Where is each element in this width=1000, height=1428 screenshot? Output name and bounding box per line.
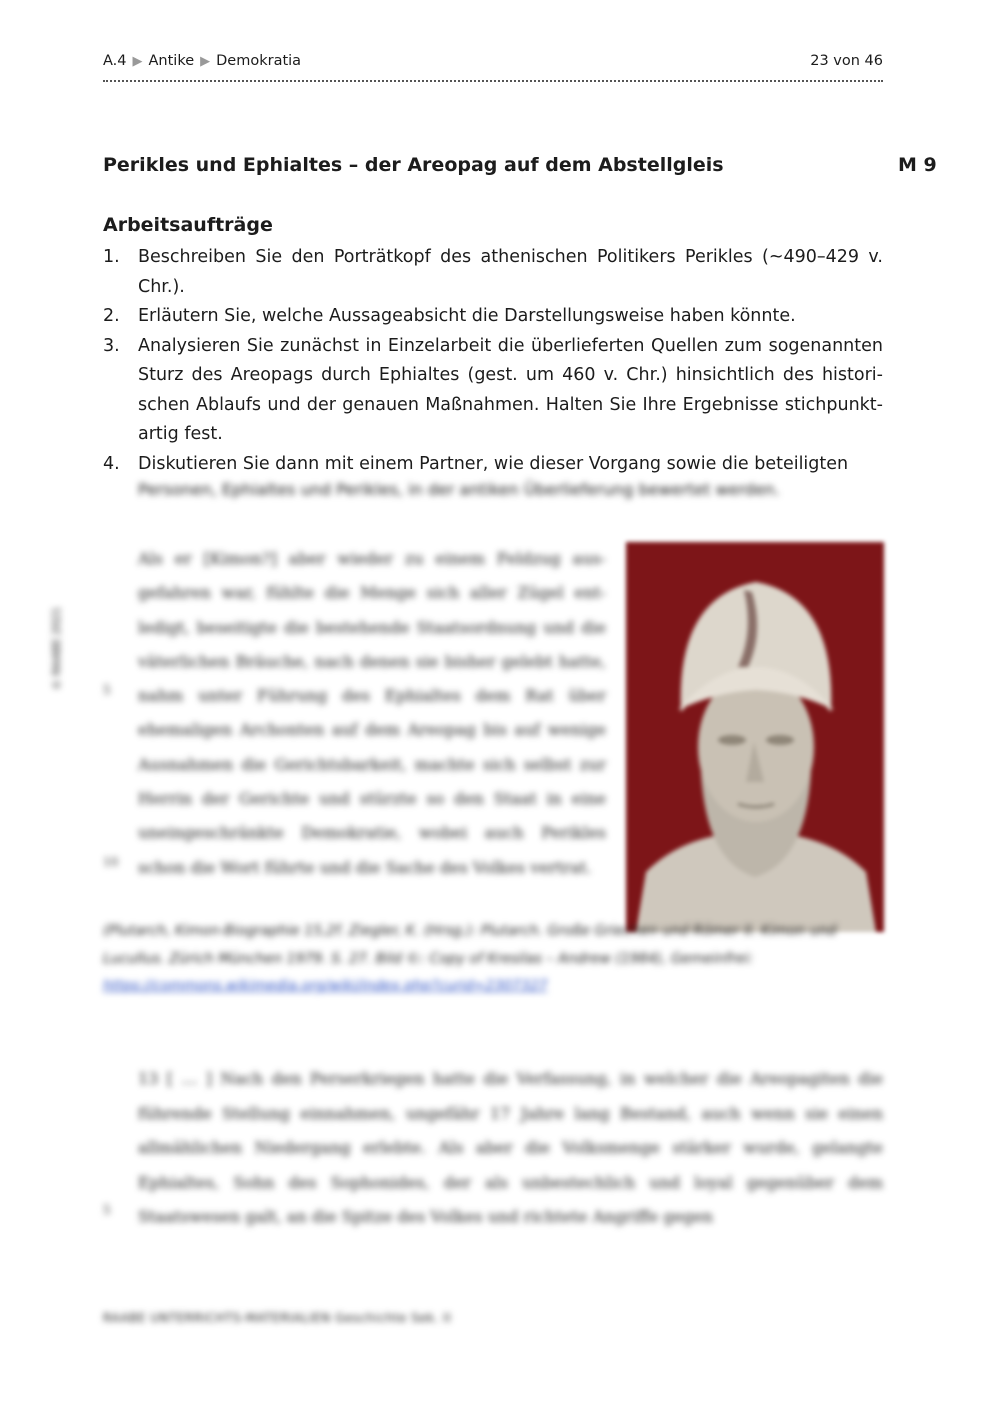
task-text-continued: Personen, Ephialtes und Perikles, in der antiken Überlieferung bewertet werden.: [138, 480, 780, 499]
task-number: 1.: [103, 247, 120, 267]
citation-text: (Plutarch, Kimon-Biographie 15,2f. Ziegler, K. (Hrsg.): Plutarch. Große Griechen und Römer II. Kimon und Lucullus. Zürich München 1979. S. 27. Bild ©: Copy of Kresilas – Andrew (1984), Gemeinfrei:: [103, 923, 837, 967]
task-text: Diskutieren Sie dann mit einem Partner, wie dieser Vorgang sowie die beteiligten: [138, 453, 849, 474]
task-list: [103, 243, 883, 479]
source-text-1: Als er [Kimon?] aber wieder zu einem Feldzug ausgefahren war, fühlte die Menge sich aller Zügel entledigt, beseitigte die bestehende Staatsordnung und die väterlichen Bräuche, nach denen sie bisher gelebt hatte, nahm unter Führung des Ephialtes dem Rat über ehemaligen Archonten auf dem Areopag bis auf wenige Ausnahmen die Gerichtsbarkeit, machte sich selbst zur Herrin der Gerichte und stürzte so den Staat in eine uneingeschränkte Demokratie, wobei auch Perikles schon die Wort führte und die Sache des Volkes vertrat.: [138, 549, 606, 877]
breadcrumb-item: Antike: [148, 53, 195, 69]
perikles-bust-image: [626, 542, 884, 932]
source-citation: [103, 918, 883, 1001]
page-header: [103, 50, 883, 82]
breadcrumb: [103, 53, 301, 69]
triangle-right-icon: ▶: [132, 53, 143, 69]
source-text-2: 13 [ … ] Nach den Perserkriegen hatte die Verfassung, in welcher die Areopagiten die führende Stellung einnahmen, ungefähr 17 Jahre lang Bestand, auch wenn sie einen allmählichen Niedergang erlebte. Als aber die Volksmenge stärker wurde, gelangte Ephialtes, Sohn des Sophonides, der als unbestechlich und loyal gegenüber dem Staatswesen galt, an die Spitze des Volkes und richtete Angriffe gegen: [138, 1069, 883, 1226]
task-number: 2.: [103, 306, 120, 326]
tasks-heading: Arbeitsaufträge: [103, 214, 273, 236]
page-number: 23 von 46: [810, 53, 883, 69]
triangle-right-icon: ▶: [200, 53, 211, 69]
task-text: Erläutern Sie, welche Aussageabsicht die Darstellungsweise haben könnte.: [138, 306, 796, 326]
task-item: [103, 332, 883, 450]
citation-link[interactable]: https://commons.wikimedia.org/wiki/index.php?curid=2307327: [103, 978, 548, 994]
task-text: Beschreiben Sie den Porträtkopf des athenischen Politikers Perikles (~490–429 v. Chr.).: [138, 247, 883, 297]
task-number: 3.: [103, 335, 120, 356]
task-item: [103, 302, 883, 332]
line-number: 5: [103, 1203, 111, 1217]
material-label: M 9: [898, 154, 937, 176]
copyright-note: © RAABE 2021: [50, 606, 63, 690]
bust-illustration: [626, 542, 884, 932]
page-title: Perikles und Ephialtes – der Areopag auf dem Abstellgleis: [103, 154, 724, 176]
breadcrumb-item: Demokratia: [216, 53, 302, 69]
line-number: 10: [103, 855, 119, 869]
task-number: 4.: [103, 453, 120, 474]
task-text: Analysieren Sie zunächst in Einzelarbeit die überlieferten Quellen zum sogenannten Sturz des Areopags durch Ephialtes (gest. um 460 v. Chr.) hinsichtlich des historischen Ablaufs und der genauen Maßnahmen. Halten Sie Ihre Ergebnisse stichpunktartig fest.: [138, 335, 883, 444]
breadcrumb-item: A.4: [103, 53, 127, 69]
task-item: [103, 450, 883, 480]
line-number: 5: [103, 683, 111, 697]
page-footer: RAABE UNTERRICHTS-MATERIALIEN Geschichte Sek. II: [103, 1311, 452, 1325]
task-item: [103, 243, 883, 302]
